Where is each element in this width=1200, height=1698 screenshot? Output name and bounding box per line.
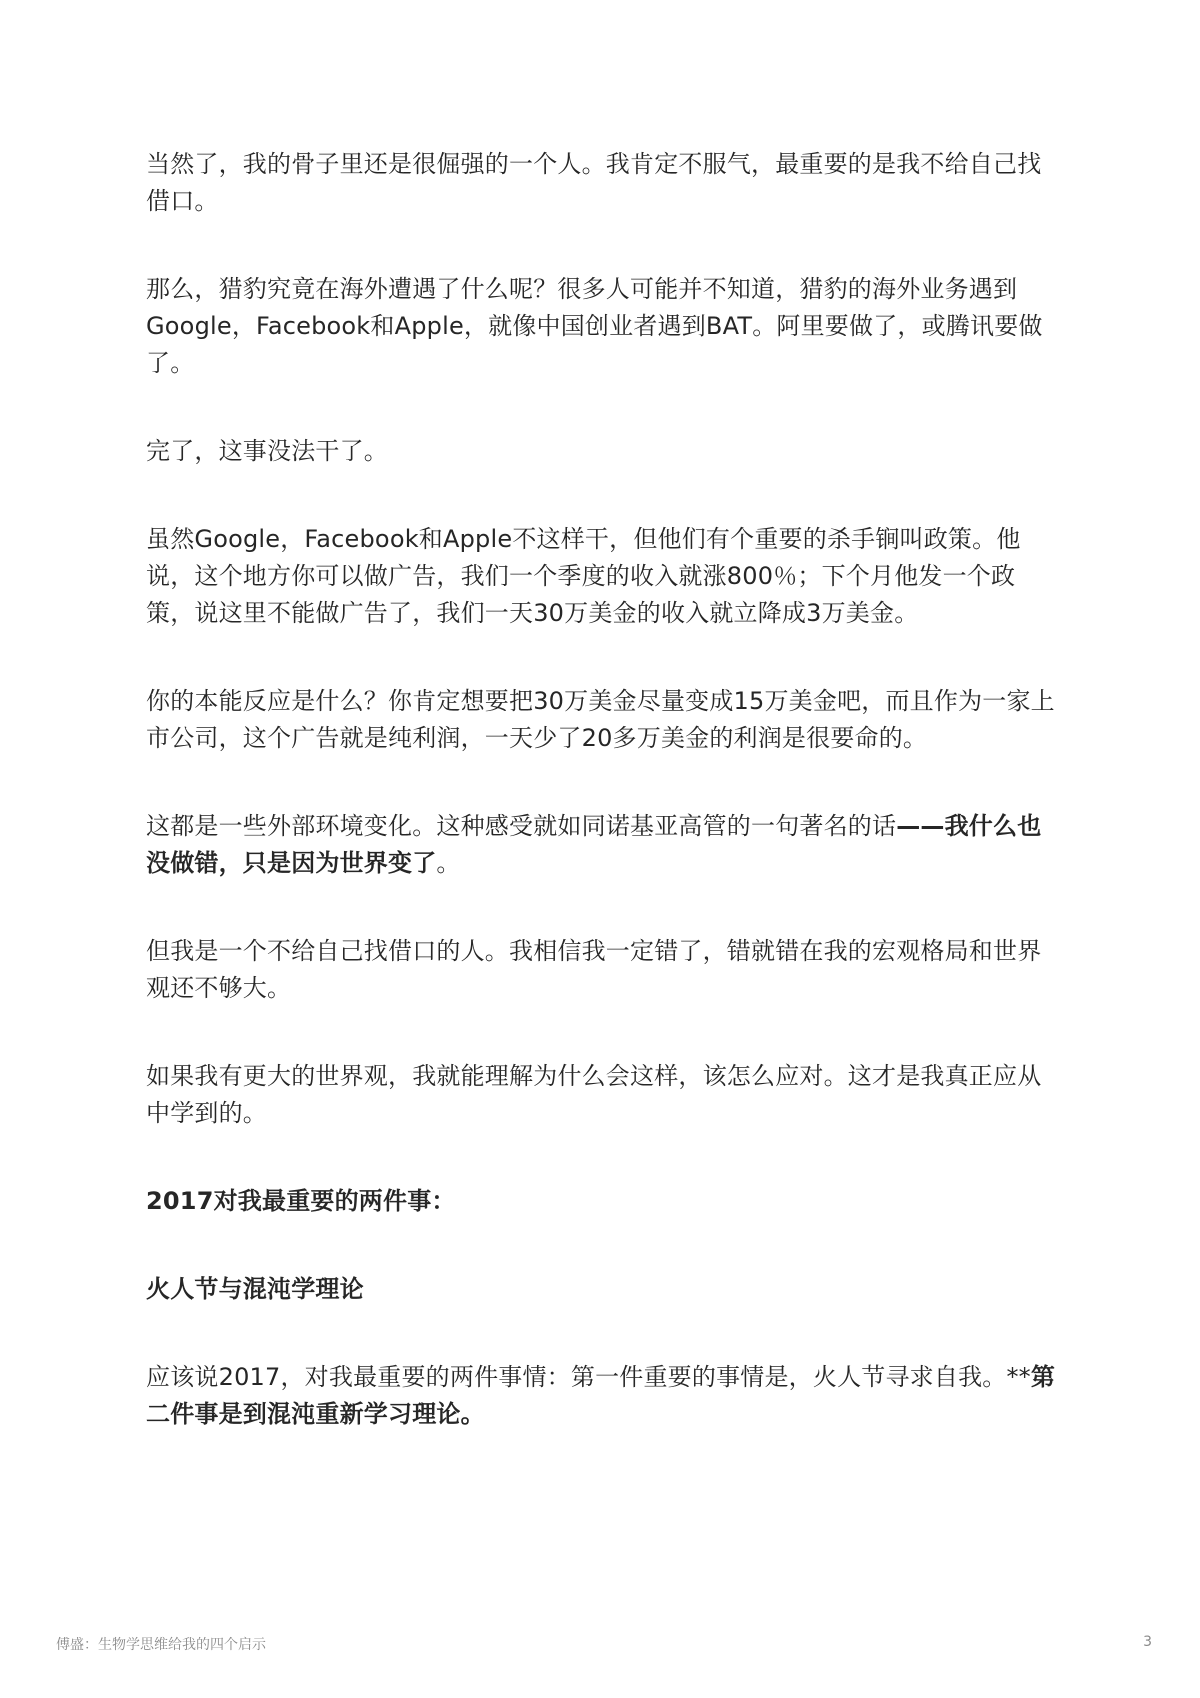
paragraph-7: 但我是一个不给自己找借口的人。我相信我一定错了，错就错在我的宏观格局和世界观还不够大。 — [146, 937, 1042, 1002]
paragraph-1: 当然了，我的骨子里还是很倔强的一个人。我肯定不服气，最重要的是我不给自己找借口。 — [146, 150, 1042, 215]
paragraph-6 — [146, 808, 1056, 882]
paragraph-6-quote: ——我什么也没做错，只是因为世界变了 — [146, 812, 1042, 877]
document-body — [146, 146, 1056, 1484]
paragraph-8: 如果我有更大的世界观，我就能理解为什么会这样，该怎么应对。这才是我真正应从中学到的。 — [146, 1062, 1042, 1127]
paragraph-9-text: 应该说2017，对我最重要的两件事情：第一件重要的事情是，火人节寻求自我。** — [146, 1363, 1031, 1391]
paragraph-4: 虽然Google，Facebook和Apple不这样干，但他们有个重要的杀手锏叫政策。他说，这个地方你可以做广告，我们一个季度的收入就涨800％；下个月他发一个政策，说这里不能做广告了，我们一天30万美金的收入就立降成3万美金。 — [146, 525, 1021, 627]
paragraph-9 — [146, 1359, 1056, 1433]
paragraph-6-end: 。 — [436, 849, 461, 877]
page-number: 3 — [1143, 1634, 1152, 1650]
paragraph-5: 你的本能反应是什么？你肯定想要把30万美金尽量变成15万美金吧，而且作为一家上市公司，这个广告就是纯利润，一天少了20多万美金的利润是很要命的。 — [146, 687, 1055, 752]
section-heading-1: 2017对我最重要的两件事： — [146, 1187, 456, 1215]
footer-title: 傅盛：生物学思维给我的四个启示 — [56, 1637, 266, 1653]
paragraph-3: 完了，这事没法干了。 — [146, 437, 388, 465]
paragraph-2: 那么，猎豹究竟在海外遭遇了什么呢？很多人可能并不知道，猎豹的海外业务遇到Google，Facebook和Apple，就像中国创业者遇到BAT。阿里要做了，或腾讯要做了。 — [146, 275, 1043, 377]
paragraph-9-bold: 第二件事是到混沌重新学习理论。 — [146, 1363, 1056, 1428]
paragraph-6-text: 这都是一些外部环境变化。这种感受就如同诺基亚高管的一句著名的话 — [146, 812, 897, 840]
section-heading-2: 火人节与混沌学理论 — [146, 1275, 364, 1303]
